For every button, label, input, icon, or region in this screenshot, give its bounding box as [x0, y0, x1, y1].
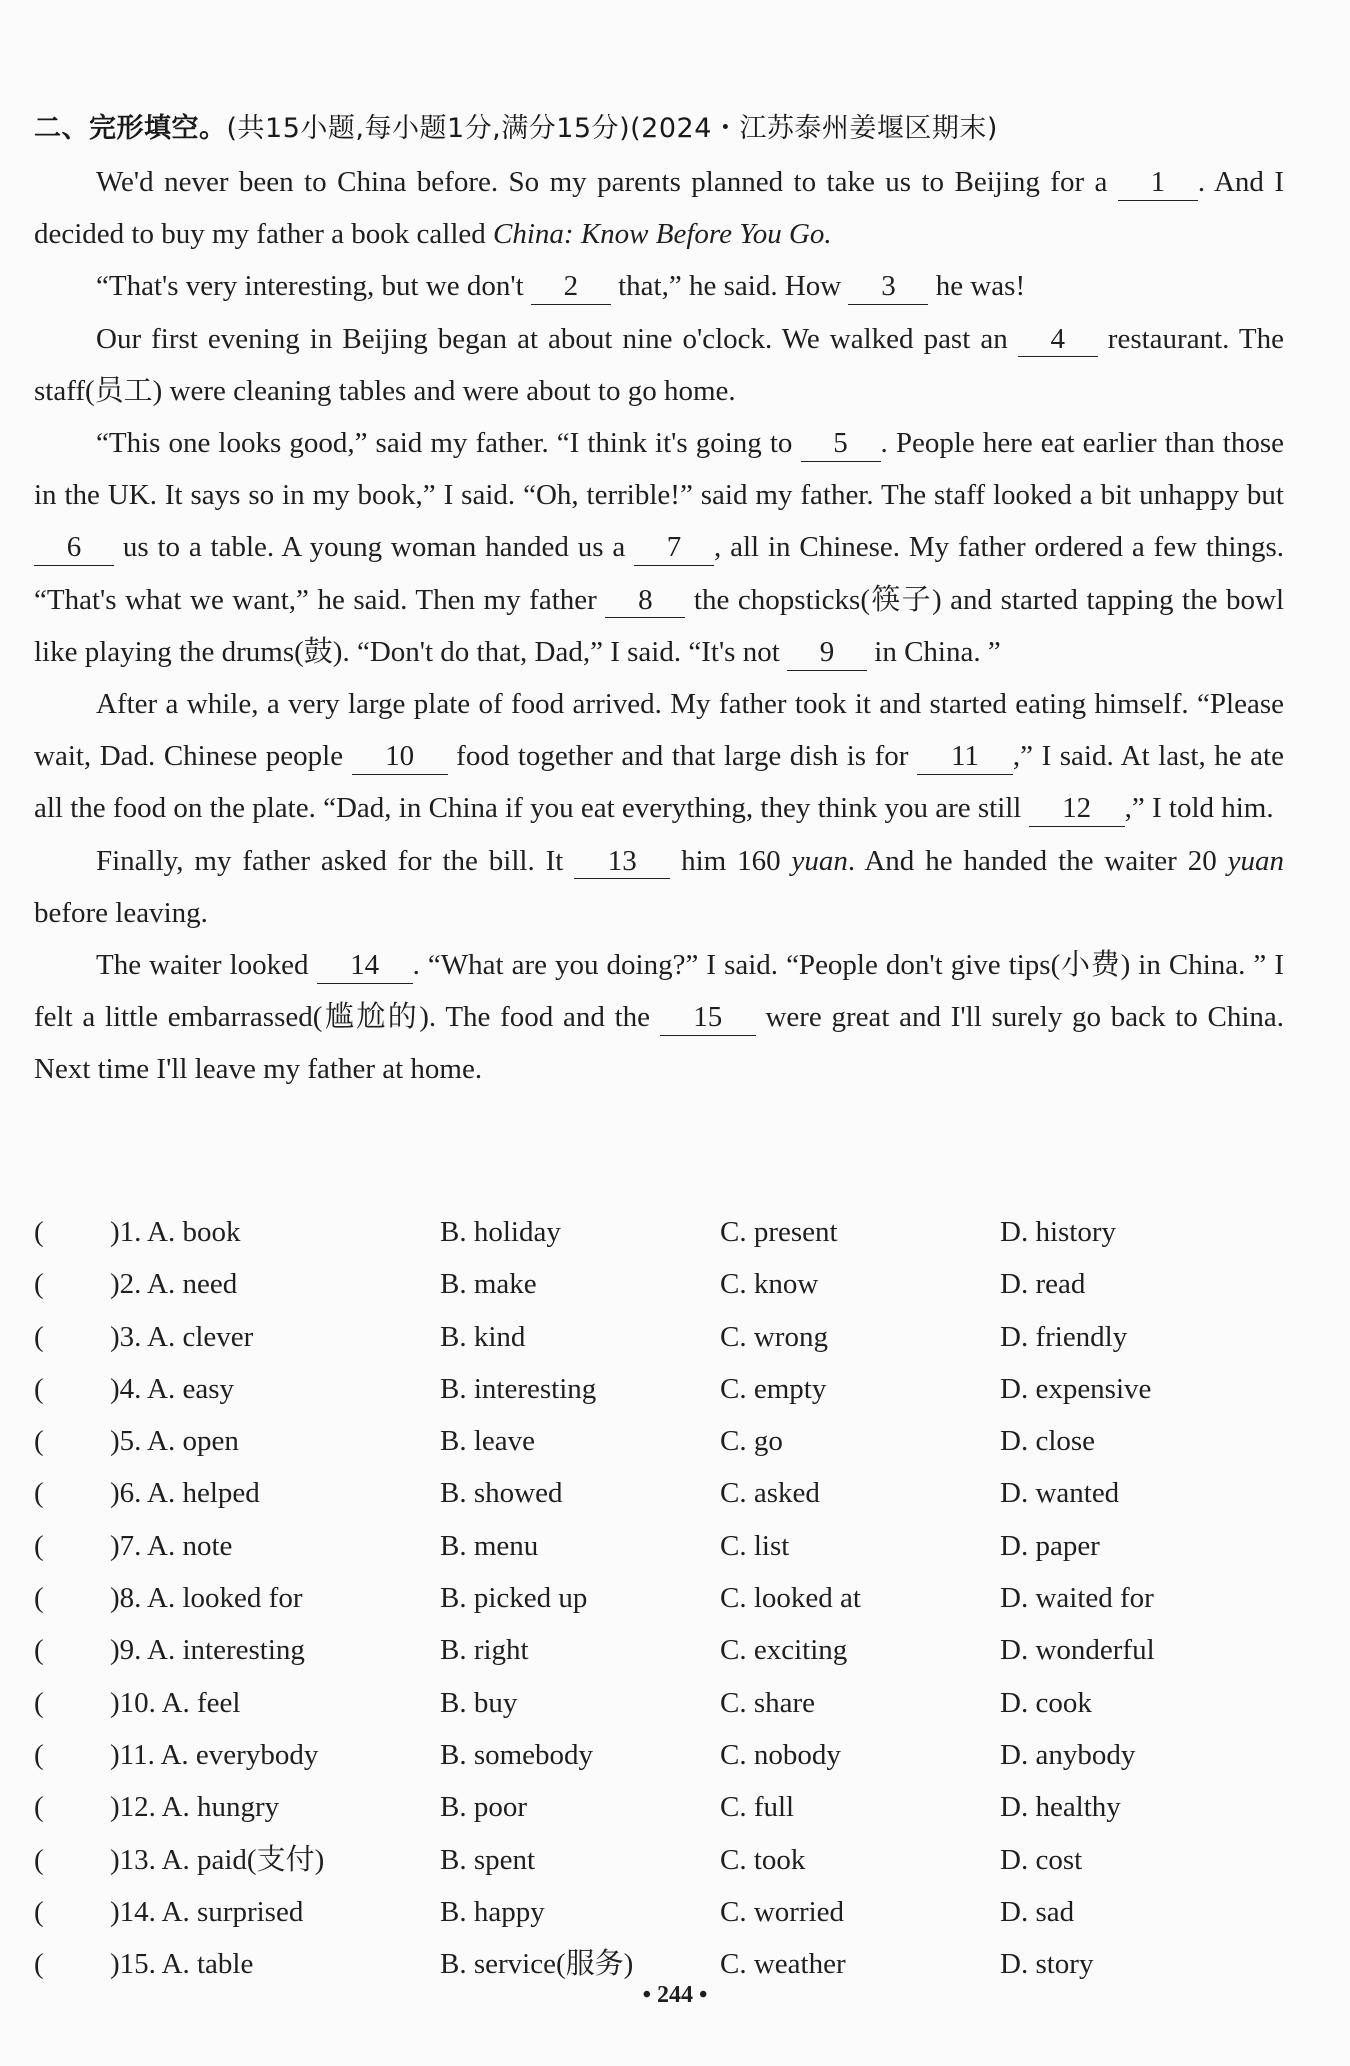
- passage-text: “This one looks good,” said my father. “I think it's going to: [96, 427, 801, 460]
- option-c[interactable]: C. list: [720, 1529, 790, 1562]
- option-c[interactable]: C. worried: [720, 1895, 845, 1928]
- option-c[interactable]: C. looked at: [720, 1582, 861, 1615]
- question-row: [34, 1781, 1294, 1833]
- passage-paragraph: [34, 835, 1284, 939]
- option-b[interactable]: B. interesting: [440, 1372, 597, 1405]
- option-d[interactable]: D. cook: [1000, 1686, 1092, 1719]
- passage-text: . “What are you doing?” I said. “People don't give tips(小费) in China. ” I felt a little embarrassed(尴尬的). The food and the: [34, 949, 1284, 1034]
- passage-text: ,” I said. At last, he ate all the food on the plate. “Dad, in China if you eat everything, they think you are still: [34, 740, 1284, 825]
- italic-text: China: Know Before You Go.: [493, 218, 832, 251]
- option-d[interactable]: D. cost: [1000, 1843, 1083, 1876]
- answer-blank[interactable]: 5: [801, 426, 881, 462]
- option-a[interactable]: )7. A. note: [110, 1529, 233, 1562]
- option-b[interactable]: B. happy: [440, 1895, 545, 1928]
- option-d[interactable]: D. wanted: [1000, 1477, 1120, 1510]
- option-a[interactable]: )8. A. looked for: [110, 1582, 303, 1615]
- question-row: [34, 1729, 1294, 1781]
- passage-text: restaurant. The staff(员工) were cleaning tables and were about to go home.: [34, 322, 1284, 407]
- question-row: [34, 1206, 1294, 1258]
- option-d[interactable]: D. wonderful: [1000, 1634, 1155, 1667]
- answer-paren[interactable]: (: [34, 1372, 44, 1405]
- answer-blank[interactable]: 10: [352, 739, 448, 775]
- answer-paren[interactable]: (: [34, 1843, 44, 1876]
- option-a[interactable]: )13. A. paid(支付): [110, 1843, 325, 1876]
- passage-text: . And he handed the waiter 20: [847, 844, 1228, 877]
- option-b[interactable]: B. holiday: [440, 1216, 561, 1248]
- answer-blank[interactable]: 8: [605, 583, 685, 619]
- answer-paren[interactable]: (: [34, 1948, 44, 1981]
- question-row: [34, 1834, 1294, 1886]
- italic-text: yuan: [791, 844, 848, 877]
- answer-blank[interactable]: 4: [1018, 322, 1098, 358]
- answer-paren[interactable]: (: [34, 1425, 44, 1458]
- option-c[interactable]: C. weather: [720, 1948, 846, 1981]
- passage-text: food together and that large dish is for: [447, 740, 917, 773]
- answer-blank[interactable]: 14: [317, 948, 413, 984]
- question-row: [34, 1258, 1294, 1310]
- option-a[interactable]: )9. A. interesting: [110, 1634, 305, 1667]
- option-b[interactable]: B. service(服务): [440, 1948, 634, 1981]
- option-c[interactable]: C. present: [720, 1216, 838, 1248]
- passage-text: were great and I'll surely go back to China. Next time I'll leave my father at home.: [34, 1001, 1284, 1086]
- section-title: 二、完形填空。: [34, 113, 227, 144]
- answer-blank[interactable]: 13: [574, 844, 670, 880]
- answer-paren[interactable]: (: [34, 1268, 44, 1301]
- option-c[interactable]: C. empty: [720, 1372, 827, 1405]
- option-c[interactable]: C. nobody: [720, 1738, 841, 1771]
- question-row: [34, 1467, 1294, 1519]
- passage-paragraph: [34, 313, 1284, 417]
- answer-paren[interactable]: (: [34, 1686, 44, 1719]
- passage-text: Finally, my father asked for the bill. It: [96, 844, 575, 877]
- option-b[interactable]: B. showed: [440, 1477, 563, 1510]
- answer-paren[interactable]: (: [34, 1216, 44, 1248]
- option-d[interactable]: D. paper: [1000, 1529, 1100, 1562]
- question-row: [34, 1572, 1294, 1624]
- option-a[interactable]: )1. A. book: [110, 1216, 241, 1248]
- option-b[interactable]: B. poor: [440, 1791, 527, 1824]
- option-c[interactable]: C. wrong: [720, 1320, 828, 1353]
- answer-paren[interactable]: (: [34, 1582, 44, 1615]
- option-c[interactable]: C. go: [720, 1425, 783, 1458]
- question-row: [34, 1677, 1294, 1729]
- passage-text: “That's very interesting, but we don't: [96, 270, 531, 303]
- passage-text: before leaving.: [34, 896, 208, 929]
- passage-text: . And I decided to buy my father a book called: [34, 166, 1284, 251]
- option-d[interactable]: D. expensive: [1000, 1372, 1152, 1405]
- option-a[interactable]: )15. A. table: [110, 1948, 254, 1981]
- question-row: [34, 1415, 1294, 1467]
- answer-paren[interactable]: (: [34, 1529, 44, 1562]
- answer-blank[interactable]: 15: [660, 1000, 756, 1036]
- passage-text: We'd never been to China before. So my parents planned to take us to Beijing for a: [96, 166, 1118, 198]
- option-c[interactable]: C. know: [720, 1268, 819, 1301]
- passage-text: he was!: [928, 270, 1026, 303]
- passage-text: him 160: [670, 844, 792, 877]
- option-d[interactable]: D. close: [1000, 1425, 1096, 1458]
- passage-text: After a while, a very large plate of food arrived. My father took it and started eating himself. “Please wait, Dad. Chinese people: [34, 688, 1284, 773]
- passage-text: in China. ”: [867, 635, 1001, 668]
- option-b[interactable]: B. spent: [440, 1843, 536, 1876]
- option-a[interactable]: )2. A. need: [110, 1268, 238, 1301]
- option-d[interactable]: D. read: [1000, 1268, 1086, 1301]
- option-c[interactable]: C. asked: [720, 1477, 820, 1510]
- passage-paragraph: [34, 939, 1284, 1096]
- option-a[interactable]: )4. A. easy: [110, 1372, 235, 1405]
- option-d[interactable]: D. waited for: [1000, 1582, 1154, 1615]
- answer-blank[interactable]: 11: [917, 739, 1013, 775]
- passage-paragraph: [34, 156, 1284, 260]
- option-b[interactable]: B. buy: [440, 1686, 518, 1719]
- answer-paren[interactable]: (: [34, 1895, 44, 1928]
- passage-paragraph: [34, 260, 1284, 312]
- passage-text: . People here eat earlier than those in the UK. It says so in my book,” I said. “Oh, terrible!” said my father. The staff looked a bit unhappy but: [34, 427, 1284, 512]
- passage-text: Our first evening in Beijing began at about nine o'clock. We walked past an: [96, 322, 1018, 355]
- section-heading: [34, 106, 998, 145]
- answer-paren[interactable]: (: [34, 1634, 44, 1667]
- passage-text: the chopsticks(筷子) and started tapping the bowl like playing the drums(鼓). “Don't do that, Dad,” I said. “It's not: [34, 583, 1285, 668]
- answer-options: [34, 1206, 1294, 1990]
- question-row: [34, 1363, 1294, 1415]
- option-a[interactable]: )5. A. open: [110, 1425, 239, 1458]
- option-b[interactable]: B. kind: [440, 1320, 526, 1353]
- option-a[interactable]: )12. A. hungry: [110, 1791, 280, 1824]
- option-a[interactable]: )6. A. helped: [110, 1477, 260, 1510]
- option-c[interactable]: C. exciting: [720, 1634, 848, 1667]
- passage-text: us to a table. A young woman handed us a: [114, 531, 635, 564]
- option-c[interactable]: C. share: [720, 1686, 816, 1719]
- option-b[interactable]: B. somebody: [440, 1738, 594, 1771]
- passage-paragraph: [34, 417, 1284, 678]
- option-b[interactable]: B. right: [440, 1634, 529, 1667]
- option-b[interactable]: B. picked up: [440, 1582, 588, 1615]
- answer-blank[interactable]: 12: [1029, 791, 1125, 827]
- option-a[interactable]: )11. A. everybody: [110, 1738, 319, 1771]
- option-a[interactable]: )14. A. surprised: [110, 1895, 304, 1928]
- passage-paragraph: [34, 678, 1284, 835]
- answer-paren[interactable]: (: [34, 1791, 44, 1824]
- option-a[interactable]: )3. A. clever: [110, 1320, 254, 1353]
- italic-text: yuan: [1227, 844, 1284, 877]
- question-row: [34, 1886, 1294, 1938]
- option-b[interactable]: B. leave: [440, 1425, 536, 1458]
- option-c[interactable]: C. took: [720, 1843, 806, 1876]
- option-d[interactable]: D. healthy: [1000, 1791, 1121, 1824]
- answer-paren[interactable]: (: [34, 1477, 44, 1510]
- option-b[interactable]: B. make: [440, 1268, 537, 1301]
- answer-blank[interactable]: 2: [531, 269, 611, 305]
- option-d[interactable]: D. history: [1000, 1216, 1116, 1248]
- answer-blank[interactable]: 9: [787, 635, 867, 671]
- option-c[interactable]: C. full: [720, 1791, 795, 1824]
- answer-blank[interactable]: 1: [1118, 165, 1198, 201]
- option-b[interactable]: B. menu: [440, 1529, 539, 1562]
- cloze-passage: [34, 156, 1284, 1096]
- passage-text: The waiter looked: [96, 949, 317, 982]
- answer-paren[interactable]: (: [34, 1320, 44, 1353]
- question-row: [34, 1311, 1294, 1363]
- passage-text: ,” I told him.: [1124, 792, 1274, 825]
- option-a[interactable]: )10. A. feel: [110, 1686, 241, 1719]
- answer-paren[interactable]: (: [34, 1738, 44, 1771]
- answer-blank[interactable]: 6: [34, 530, 114, 566]
- option-d[interactable]: D. anybody: [1000, 1738, 1136, 1771]
- option-d[interactable]: D. story: [1000, 1948, 1094, 1981]
- passage-text: that,” he said. How: [610, 270, 849, 303]
- question-row: [34, 1520, 1294, 1572]
- section-info: (共15小题,每小题1分,满分15分)(2024・江苏泰州姜堰区期末): [226, 113, 998, 144]
- option-d[interactable]: D. friendly: [1000, 1320, 1128, 1353]
- passage-text: , all in Chinese. My father ordered a few things. “That's what we want,” he said. Then my father: [34, 531, 1284, 616]
- answer-blank[interactable]: 7: [634, 530, 714, 566]
- option-d[interactable]: D. sad: [1000, 1895, 1075, 1928]
- question-row: [34, 1624, 1294, 1676]
- page-number: • 244 •: [642, 1982, 708, 2008]
- answer-blank[interactable]: 3: [848, 269, 928, 305]
